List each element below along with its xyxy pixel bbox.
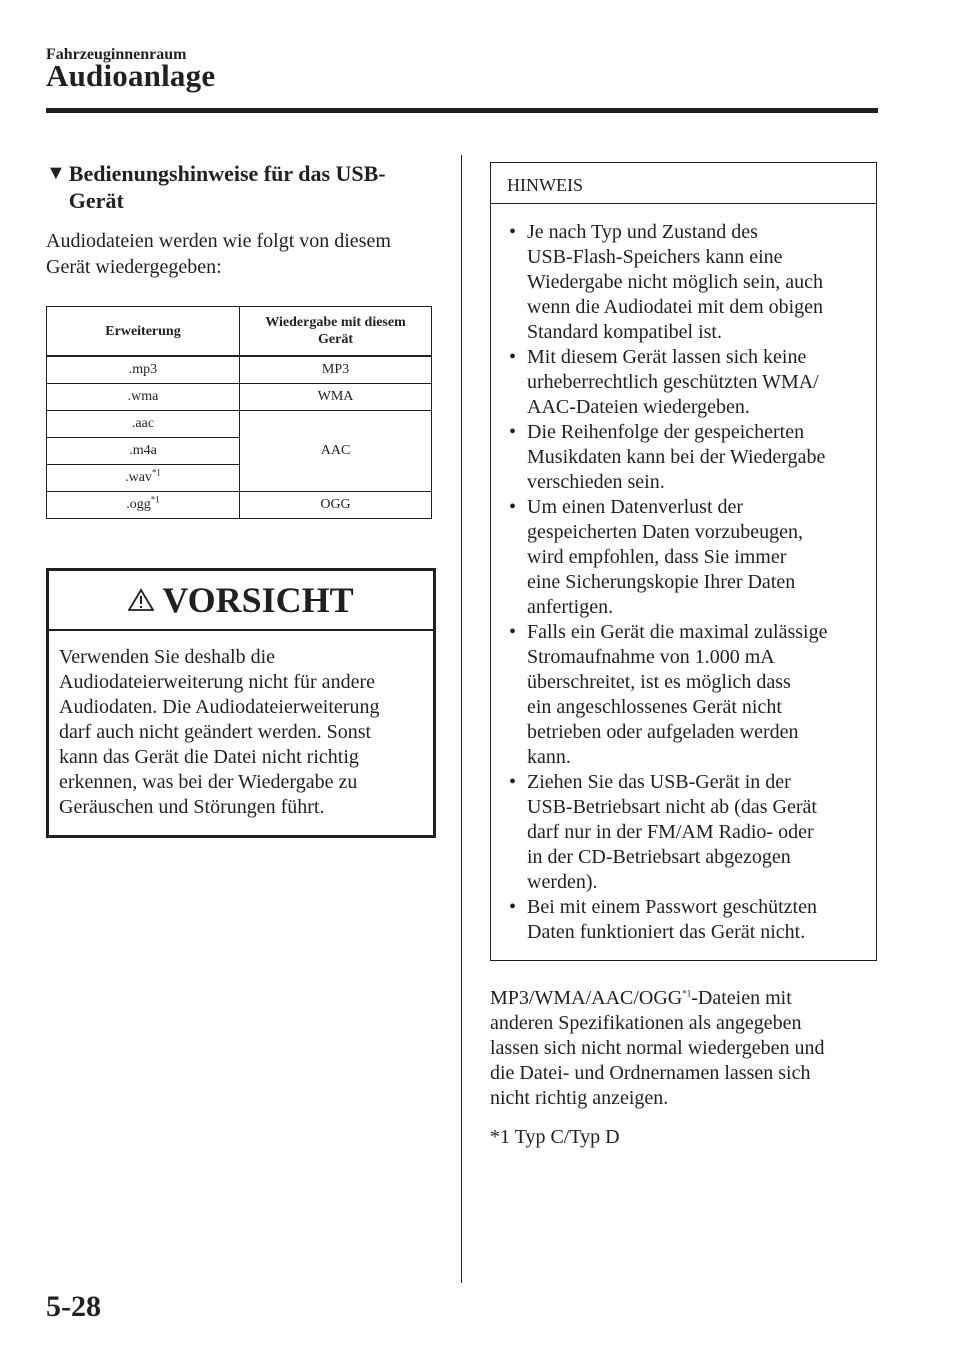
note-line: USB-Flash-Speichers kann eine — [527, 246, 783, 268]
note-line: anfertigen. — [527, 596, 614, 618]
caution-line: Audiodateierweiterung nicht für andere — [59, 671, 375, 693]
note-line: urheberrechtlich geschützten WMA/ — [527, 371, 819, 393]
note-item — [491, 620, 870, 770]
header-line: Wiedergabe mit diesem — [265, 315, 406, 330]
note-item — [491, 895, 870, 945]
note-line: wird empfohlen, dass Sie immer — [527, 546, 787, 568]
table-cell-format: MP3 — [240, 356, 432, 384]
note-line: AAC-Dateien wiedergeben. — [527, 396, 750, 418]
note-item — [491, 420, 870, 495]
caution-line: Verwenden Sie deshalb die — [59, 646, 276, 668]
note-line: verschieden sein. — [527, 471, 665, 493]
note-line: Wiedergabe nicht möglich sein, auch — [527, 271, 823, 293]
table-cell-ext — [47, 492, 240, 519]
caution-line: Audiodaten. Die Audiodateierweiterung — [59, 696, 380, 718]
bullet-icon: • — [509, 221, 517, 243]
note-line: wenn die Audiodatei mit dem obigen — [527, 296, 824, 318]
bullet-icon: • — [509, 896, 517, 918]
paragraph-line: die Datei- und Ordnernamen lassen sich — [490, 1062, 811, 1084]
paragraph-line: nicht richtig anzeigen. — [490, 1087, 669, 1109]
caution-line: kann das Gerät die Datei nicht richtig — [59, 746, 359, 768]
note-item — [491, 495, 870, 620]
table-row — [47, 411, 432, 438]
column-divider — [461, 155, 462, 1283]
caution-box — [46, 568, 436, 838]
caution-line: Geräuschen und Störungen führt. — [59, 796, 325, 818]
note-line: werden). — [527, 871, 598, 893]
paragraph-text: -Dateien mit — [691, 987, 792, 1009]
warning-icon — [128, 588, 154, 612]
header-rule — [46, 108, 878, 113]
caution-title: VORSICHT — [162, 580, 354, 620]
note-line: USB-Betriebsart nicht ab (das Gerät — [527, 796, 817, 818]
note-line: Musikdaten kann bei der Wiedergabe — [527, 446, 826, 468]
section-heading — [46, 160, 434, 214]
table-cell-ext: .aac — [47, 411, 240, 438]
note-line: Standard kompatibel ist. — [527, 321, 722, 343]
note-line: eine Sicherungskopie Ihrer Daten — [527, 571, 796, 593]
footnote: *1 Typ C/Typ D — [490, 1126, 620, 1148]
note-line: überschreitet, ist es möglich dass — [527, 671, 791, 693]
table-cell-format: OGG — [240, 492, 432, 519]
note-line: Je nach Typ und Zustand des — [527, 221, 758, 243]
paragraph-line: lassen sich nicht normal wiedergeben und — [490, 1037, 825, 1059]
table-header-row — [47, 307, 432, 357]
note-line: Um einen Datenverlust der — [527, 496, 744, 518]
table-cell-format: AAC — [240, 411, 432, 492]
bullet-icon: • — [509, 771, 517, 793]
extension-table — [46, 306, 432, 519]
table-cell-ext: .mp3 — [47, 356, 240, 384]
col-header-extension: Erweiterung — [47, 307, 240, 357]
bullet-icon: • — [509, 621, 517, 643]
note-line: Falls ein Gerät die maximal zulässige — [527, 621, 828, 643]
table-row — [47, 356, 432, 384]
footnote-marker: *1 — [151, 467, 161, 478]
note-line: Stromaufnahme von 1.000 mA — [527, 646, 775, 668]
note-box — [490, 162, 877, 961]
note-item — [491, 770, 870, 895]
triangle-down-icon: ▼ — [46, 162, 66, 184]
ext-text: .ogg — [126, 497, 151, 512]
table-cell-ext: .wma — [47, 384, 240, 411]
note-item — [491, 345, 870, 420]
col-header-playback — [240, 307, 432, 357]
heading-line: Gerät — [68, 188, 124, 213]
table-cell-ext — [47, 465, 240, 492]
caution-line: darf auch nicht geändert werden. Sonst — [59, 721, 372, 743]
caution-header — [49, 571, 433, 631]
note-line: kann. — [527, 746, 571, 768]
note-list — [491, 204, 876, 945]
page-title: Audioanlage — [46, 58, 216, 93]
note-line: ein angeschlossenes Gerät nicht — [527, 696, 782, 718]
section-label: Fahrzeuginnenraum — [46, 46, 187, 63]
page-number: 5-28 — [46, 1290, 101, 1323]
note-line: betrieben oder aufgeladen werden — [527, 721, 799, 743]
caution-text — [49, 631, 433, 820]
table-cell-format: WMA — [240, 384, 432, 411]
format-paragraph — [490, 986, 880, 1111]
footnote-marker: *1 — [682, 988, 692, 999]
caution-line: erkennen, was bei der Wiedergabe zu — [59, 771, 358, 793]
table-row — [47, 384, 432, 411]
note-title: HINWEIS — [491, 163, 876, 204]
note-line: Daten funktioniert das Gerät nicht. — [527, 921, 806, 943]
table-row — [47, 492, 432, 519]
bullet-icon: • — [509, 421, 517, 443]
format-list-text: MP3/WMA/AAC/OGG — [490, 987, 683, 1009]
footnote-marker: *1 — [150, 494, 160, 505]
note-line: Bei mit einem Passwort geschützten — [527, 896, 817, 918]
intro-line: Audiodateien werden wie folgt von diesem — [46, 230, 391, 252]
bullet-icon: • — [509, 346, 517, 368]
bullet-icon: • — [509, 496, 517, 518]
heading-line: Bedienungshinweise für das USB- — [68, 161, 386, 186]
paragraph-line — [490, 986, 880, 1011]
intro-line: Gerät wiedergegeben: — [46, 256, 222, 278]
note-line: darf nur in der FM/AM Radio- oder — [527, 821, 814, 843]
note-item — [491, 220, 870, 345]
ext-text: .wav — [125, 470, 152, 485]
left-column — [46, 160, 434, 519]
table-cell-ext: .m4a — [47, 438, 240, 465]
intro-text — [46, 228, 434, 280]
note-line: gespeicherten Daten vorzubeugen, — [527, 521, 803, 543]
note-line: Mit diesem Gerät lassen sich keine — [527, 346, 807, 368]
note-line: Die Reihenfolge der gespeicherten — [527, 421, 805, 443]
header-line: Gerät — [318, 332, 353, 347]
note-line: Ziehen Sie das USB-Gerät in der — [527, 771, 791, 793]
paragraph-line: anderen Spezifikationen als angegeben — [490, 1012, 802, 1034]
note-line: in der CD-Betriebsart abgezogen — [527, 846, 791, 868]
